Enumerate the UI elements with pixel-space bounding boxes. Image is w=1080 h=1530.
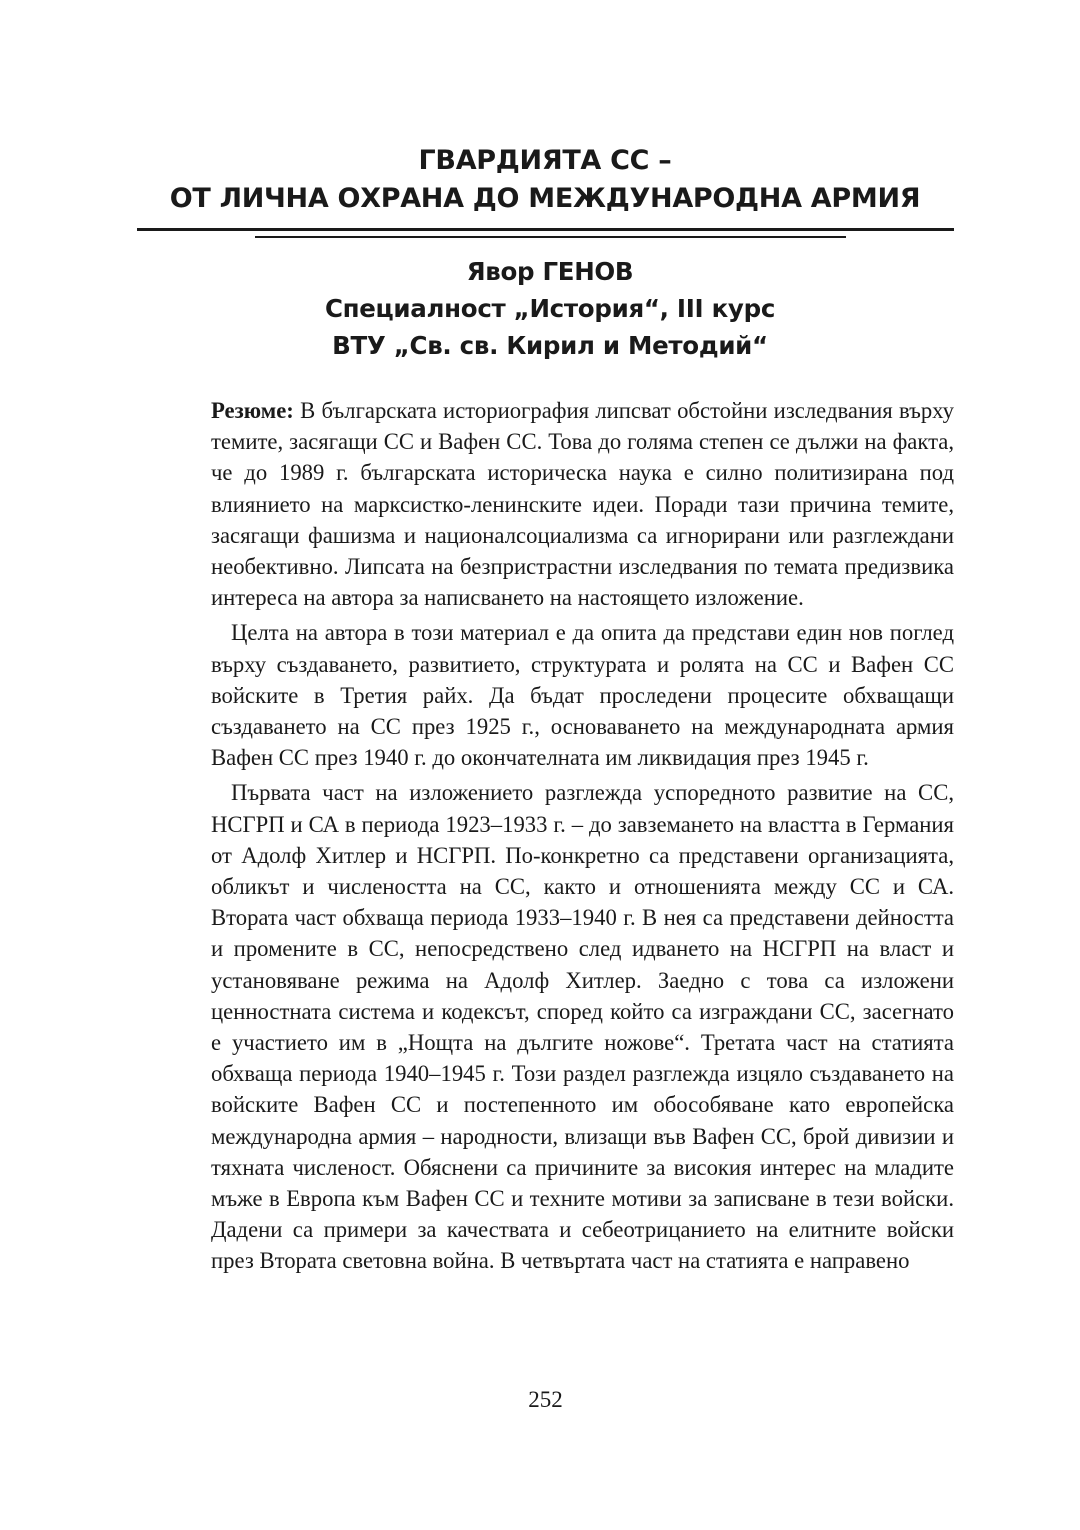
title-divider-thick [137, 228, 954, 231]
abstract-paragraph-1-text: В българската историография липсват обстойни изследвания върху темите, засягащи СС и Вафен СС. Това до голяма степен се дължи на факта, че до 1989 г. българската историческа наука е силно политизирана под влиянието на марксистко-ленинските идеи. Поради тази причина темите, засягащи фашизма и националсоциализма са игнорирани или разглеждани необективно. Липсата на безпристрастни изследвания по темата предизвика интереса на автора за написването на настоящето изложение. [211, 398, 954, 611]
article-title [0, 142, 1080, 218]
abstract [211, 395, 954, 1277]
title-divider-thin [255, 236, 846, 238]
author-university: ВТУ „Св. св. Кирил и Методий“ [332, 331, 768, 360]
author-name: Явор ГЕНОВ [466, 257, 634, 286]
page-number: 252 [528, 1387, 563, 1412]
abstract-paragraph-3: Първата част на изложението разглежда успоредното развитие на СС, НСГРП и СА в периода 1923–1933 г. – до завземането на властта в Германия от Адолф Хитлер и НСГРП. По-конкретно са представени организацията, обликът и числеността на СС, както и отношенията между СС и СА. Втората част обхваща периода 1933–1940 г. В нея са представени дейността и промените в СС, непосредствено след идването на НСГРП на власт и установяване режима на Адолф Хитлер. Заедно с това са изложени ценностната система и кодексът, според който са изграждани СС, засегнато е участието им в „Нощта на дългите ножове“. Третата част на статията обхваща периода 1940–1945 г. Този раздел разглежда изцяло създаването на войските Вафен СС и постепенното им обособяване като европейска международна армия – народности, влизащи във Вафен СС, брой дивизии и тяхната численост. Обяснени са причините за високия интерес на младите мъже в Европа към Вафен СС и техните мотиви за записване в тези войски. Дадени са примери за качествата и себеотрицанието на елитните войски през Втората световна война. В четвъртата част на статията е направено [211, 780, 954, 1274]
author-block [0, 253, 1080, 364]
article-title-line-1: ГВАРДИЯТА СС – [418, 145, 672, 176]
abstract-label: Резюме: [211, 398, 294, 423]
author-specialty: Специалност „История“, III курс [324, 294, 776, 323]
abstract-paragraph-2: Целта на автора в този материал е да опита да представи един нов поглед върху създаването, развитието, структурата и ролята на СС и Вафен СС войските в Третия райх. Да бъдат проследени процесите обхващащи създаването на СС през 1925 г., основаването на международната армия Вафен СС през 1940 г. до окончателната им ликвидация през 1945 г. [211, 620, 954, 771]
article-title-line-2: ОТ ЛИЧНА ОХРАНА ДО МЕЖДУНАРОДНА АРМИЯ [169, 183, 921, 214]
abstract-paragraph-1 [211, 395, 954, 613]
